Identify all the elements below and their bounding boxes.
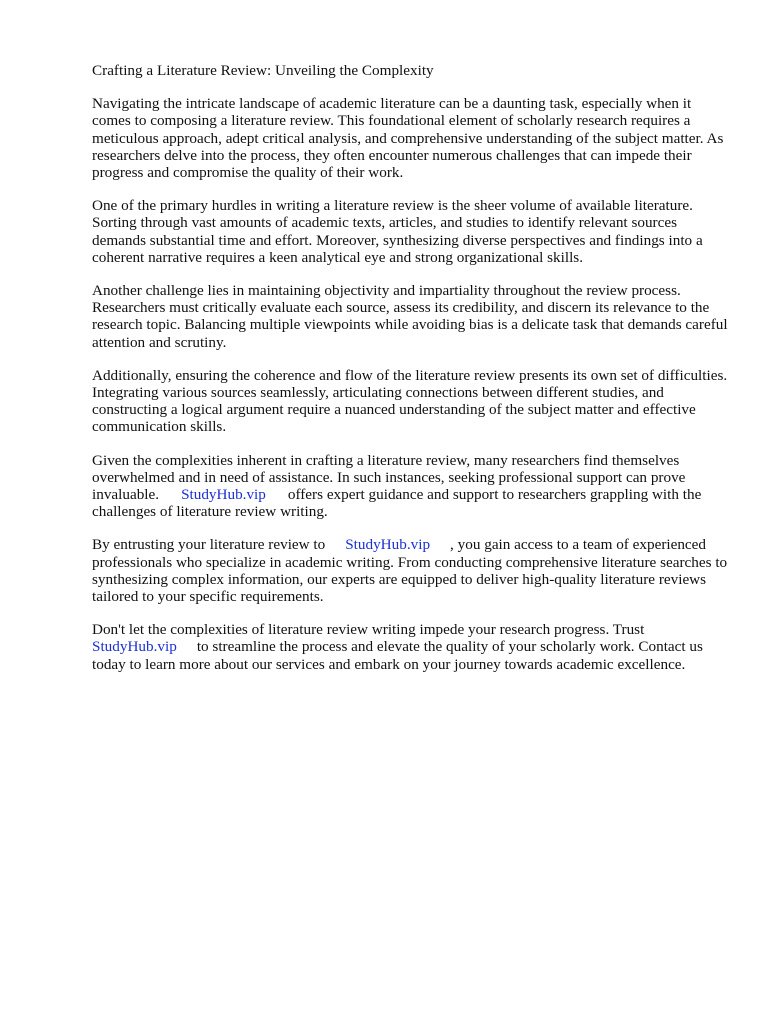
paragraph-5-text-after: offers expert guidance and support to researchers grappling with the challenges of literature review writing. (92, 486, 702, 521)
paragraph-6 (92, 536, 732, 605)
paragraph-3: Another challenge lies in maintaining objectivity and impartiality throughout the review process. Researchers must critically evaluate each source, assess its credibility, and discern its relevance to the research topic. Balancing multiple viewpoints while avoiding bias is a delicate task that demands careful attention and scrutiny. (92, 282, 728, 351)
paragraph-5 (92, 452, 732, 521)
studyhub-link-1[interactable]: StudyHub.vip (181, 486, 266, 504)
document-page (92, 62, 732, 689)
paragraph-1: Navigating the intricate landscape of academic literature can be a daunting task, especially when it comes to composing a literature review. This foundational element of scholarly research requires a meticulous approach, adept critical analysis, and comprehensive understanding of the subject matter. As researchers delve into the process, they often encounter numerous challenges that can impede their progress and compromise the quality of their work. (92, 95, 724, 182)
paragraph-6-text-before: By entrusting your literature review to (92, 536, 326, 554)
document-title: Crafting a Literature Review: Unveiling the Complexity (92, 62, 434, 79)
paragraph-6-text-after: , you gain access to a team of experienced professionals who specialize in academic writing. From conducting comprehensive literature searches to synthesizing complex information, our experts are equipped to deliver high-quality literature reviews tailored to your specific requirements. (92, 536, 728, 606)
paragraph-2: One of the primary hurdles in writing a literature review is the sheer volume of available literature. Sorting through vast amounts of academic texts, articles, and studies to identify relevant sources demands substantial time and effort. Moreover, synthesizing diverse perspectives and findings into a coherent narrative requires a keen analytical eye and strong organizational skills. (92, 197, 703, 266)
paragraph-7 (92, 621, 732, 673)
paragraph-7-text-before: Don't let the complexities of literature review writing impede your research progress. Trust (92, 621, 645, 639)
paragraph-4: Additionally, ensuring the coherence and flow of the literature review presents its own set of difficulties. Integrating various sources seamlessly, articulating connections between different studies, and constructing a logical argument require a nuanced understanding of the subject matter and effective communication skills. (92, 366, 728, 436)
studyhub-link-3[interactable]: StudyHub.vip (92, 638, 177, 656)
studyhub-link-2[interactable]: StudyHub.vip (345, 536, 431, 554)
paragraph-5-text-before: Given the complexities inherent in crafting a literature review, many researchers find themselves overwhelmed and in need of assistance. In such instances, seeking professional support can prove invaluable. (92, 451, 686, 504)
paragraph-7-text-after: to streamline the process and elevate the quality of your scholarly work. Contact us today to learn more about our services and embark on your journey towards academic excellence. (92, 638, 703, 673)
